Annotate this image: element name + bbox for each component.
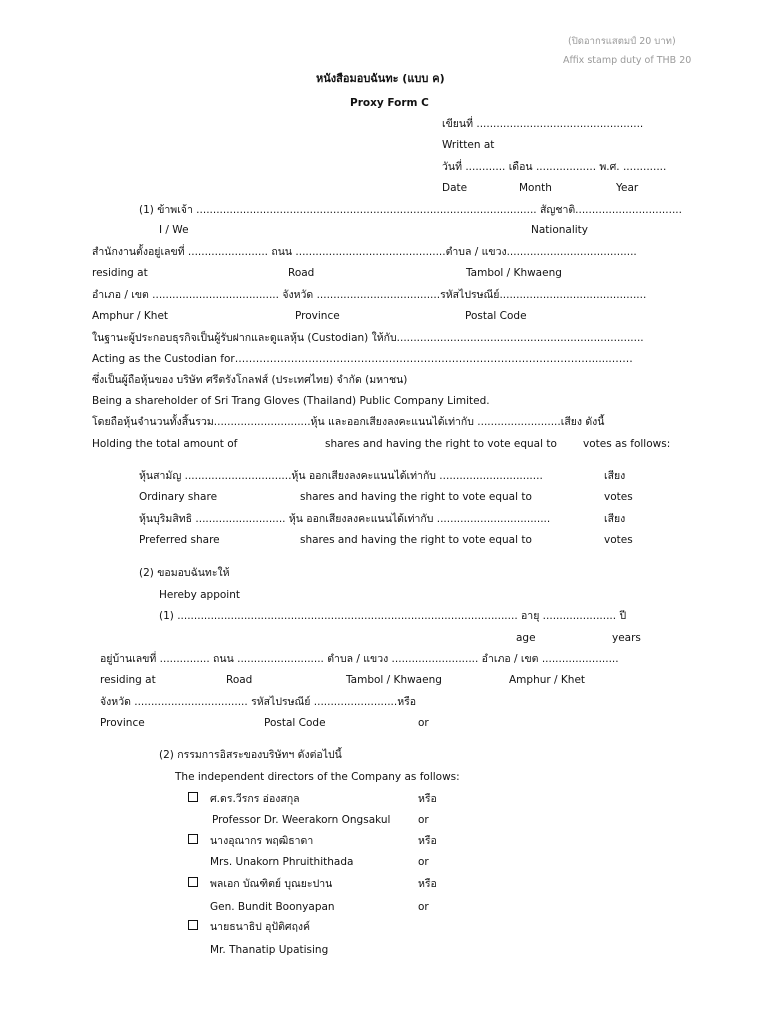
director-name-en: Mrs. Unakorn Phruithithada [210,856,354,868]
director-checkbox[interactable] [188,877,198,887]
proxy1-tambol-en: Tambol / Khwaeng [346,674,442,686]
ordinary-votes-th: เสียง [604,470,626,482]
holding-line-th: โดยถือหุ้นจำนวนทั้งสิ้นรวม.............................หุ้น และออกเสียงลงคะแนนได้เท่ากับ .........................เสียง ดังนี้ [92,416,605,428]
director-name-en: Mr. Thanatip Upatising [210,944,329,956]
director-or-th: หรือ [418,835,437,847]
form-title-en: Proxy Form C [350,97,429,109]
holding-en-2: shares and having the right to vote equal to [325,438,557,450]
road-en: Road [288,267,315,279]
province-en: Province [295,310,340,322]
preferred-line-th: หุ้นบุริมสิทธิ ........................... หุ้น ออกเสียงลงคะแนนได้เท่ากับ .................................. [139,513,551,525]
proxy1-province-th: จังหวัด .................................. รหัสไปรษณีย์ .........................หรือ [100,696,417,708]
preferred-votes-th: เสียง [604,513,626,525]
proxy1-postal-en: Postal Code [264,717,326,729]
i-we-en: I / We [159,224,189,236]
preferred-votes-en: votes [604,534,633,546]
amphur-line-th: อำเภอ / เขต ...................................... จังหวัด .....................................รหัสไปรษณีย์............................................ [92,289,647,301]
director-name-th: ศ.ดร.วีรกร อ่องสกุล [210,793,300,805]
ordinary-votes-en: votes [604,491,633,503]
proxy1-residing-en: residing at [100,674,156,686]
residing-line-th: สำนักงานตั้งอยู่เลขที่ ........................ ถนน .............................................ตำบล / แขวง....................................... [92,246,637,258]
preferred-en: Preferred share [139,534,220,546]
nationality-en: Nationality [531,224,589,236]
proxy1-address-th: อยู่บ้านเลขที่ ............... ถนน .......................... ตำบล / แขวง .......................... อำเภอ / เขต ....................... [100,653,619,665]
proxy1-amphur-en: Amphur / Khet [509,674,586,686]
appoint-en: Hereby appoint [159,589,240,601]
director-or-th: หรือ [418,793,437,805]
holding-en: Holding the total amount of [92,438,238,450]
director-name-en: Gen. Bundit Boonyapan [210,901,335,913]
proxy1-line-th: (1) ...................................................................................................... อายุ ...................... ปี [159,610,627,622]
director-checkbox[interactable] [188,792,198,802]
date-line-th: วันที่ ............ เดือน .................. พ.ศ. ............. [442,161,667,173]
proxy1-province-en: Province [100,717,145,729]
director-or-en: or [418,814,429,826]
holding-en-3: votes as follows: [583,438,671,450]
shareholder-line-th: ซึ่งเป็นผู้ถือหุ้นของ บริษัท ศรีตรังโกลฟส์ (ประเทศไทย) จำกัด (มหาชน) [92,374,408,386]
amphur-en: Amphur / Khet [92,310,169,322]
director-or-en: or [418,901,429,913]
director-or-th: หรือ [418,878,437,890]
directors-heading-th: (2) กรรมการอิสระของบริษัทฯ ดังต่อไปนี้ [159,749,342,761]
written-at-th: เขียนที่ .................................................. [442,118,644,130]
proxy1-road-en: Road [226,674,253,686]
appoint-th: (2) ขอมอบฉันทะให้ [139,567,230,579]
directors-heading-en: The independent directors of the Company as follows: [175,771,460,783]
director-checkbox[interactable] [188,834,198,844]
years-en: years [612,632,641,644]
ordinary-en: Ordinary share [139,491,218,503]
written-at-en: Written at [442,139,495,151]
i-we-line-th: (1) ข้าพเจ้า ...................................................................................................... สัญชาติ................................ [139,204,682,216]
ordinary-en-2: shares and having the right to vote equal to [300,491,532,503]
ordinary-line-th: หุ้นสามัญ ................................หุ้น ออกเสียงลงคะแนนได้เท่ากับ ............................... [139,470,543,482]
director-checkbox[interactable] [188,920,198,930]
year-label-en: Year [616,182,639,194]
stamp-note-th: (ปิดอากรแสตมป์ 20 บาท) [568,36,676,47]
residing-en: residing at [92,267,148,279]
director-name-th: นางอุณากร พฤฒิธาดา [210,835,314,847]
date-label-en: Date [442,182,468,194]
proxy1-or-en: or [418,717,429,729]
postal-en: Postal Code [465,310,527,322]
month-label-en: Month [519,182,552,194]
tambol-en: Tambol / Khwaeng [466,267,562,279]
form-title-th: หนังสือมอบฉันทะ (แบบ ค) [316,72,445,85]
director-name-th: พลเอก บัณฑิตย์ บุณยะปาน [210,878,333,890]
age-en: age [516,632,536,644]
preferred-en-2: shares and having the right to vote equal to [300,534,532,546]
director-name-th: นายธนาธิป อุปัติศฤงค์ [210,921,311,933]
custodian-line-en: Acting as the Custodian for…………………………………………………………………………………………......…… [92,353,633,365]
custodian-line-th: ในฐานะผู้ประกอบธุรกิจเป็นผู้รับฝากและดูแลหุ้น (Custodian) ให้กับ.......................................................................... [92,332,644,344]
director-name-en: Professor Dr. Weerakorn Ongsakul [212,814,391,826]
director-or-en: or [418,856,429,868]
shareholder-line-en: Being a shareholder of Sri Trang Gloves (Thailand) Public Company Limited. [92,395,490,407]
stamp-note-en: Affix stamp duty of THB 20 [563,55,692,66]
